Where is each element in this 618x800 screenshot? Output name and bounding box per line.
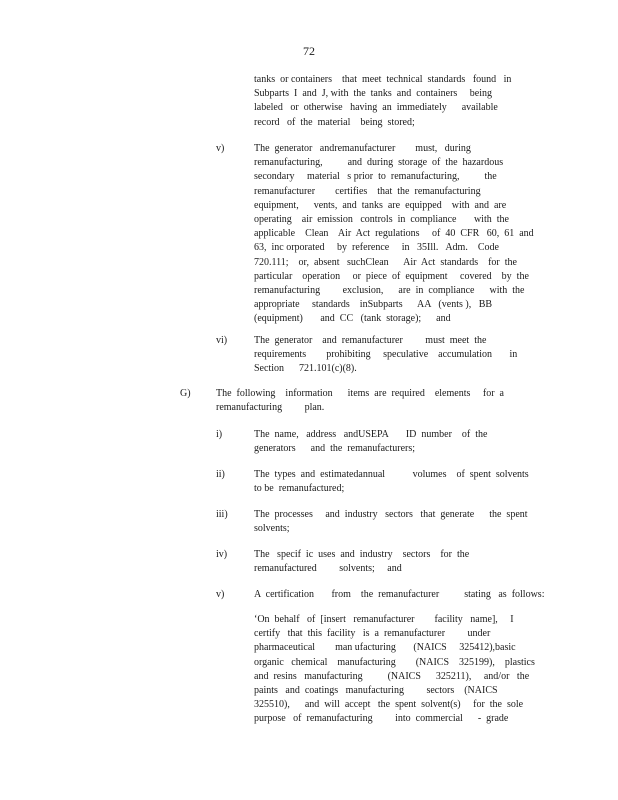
text-line: remanufactured solvents; and bbox=[254, 563, 402, 575]
text-line: The following information items are required elements for a bbox=[216, 388, 504, 399]
text-line: certify that this facility is a remanufacturer under bbox=[254, 628, 491, 640]
continuation-paragraph bbox=[254, 73, 534, 130]
text-line: Section 721.101(c)(8). bbox=[254, 363, 357, 375]
text-line: (equipment) and CC (tank storage); and bbox=[254, 313, 451, 325]
text-line: applicable Clean Air Act regulations of 40 CFR 60, 61 and bbox=[254, 228, 534, 240]
item-vi-paragraph bbox=[254, 334, 534, 377]
text-line: 720.111; or, absent suchClean Air Act standards for the bbox=[254, 256, 517, 268]
text-line: The specif ic uses and industry sectors for the bbox=[254, 549, 470, 560]
text-line: to be remanufactured; bbox=[254, 483, 345, 495]
section-marker: G) bbox=[180, 388, 191, 399]
text-line: labeled or otherwise having an immediately available bbox=[254, 102, 498, 114]
text-line: and resins manufacturing (NAICS 325211), and/or the bbox=[254, 670, 530, 682]
item-g-ii-paragraph bbox=[254, 468, 534, 496]
item-marker: vi) bbox=[216, 335, 228, 346]
text-line: equipment, vents, and tanks are equipped with and are bbox=[254, 199, 507, 211]
text-line: The generator and remanufacturer must meet the bbox=[254, 335, 487, 346]
item-v-paragraph bbox=[254, 142, 534, 327]
text-line: A certification from the remanufacturer stating as follows: bbox=[254, 589, 545, 600]
text-line: requirements prohibiting speculative accumulation in bbox=[254, 349, 518, 361]
item-g-iv-paragraph bbox=[254, 548, 534, 576]
item-marker: v) bbox=[216, 589, 225, 600]
text-line: secondary material s prior to remanufacturing, the bbox=[254, 171, 497, 183]
text-line: organic chemical manufacturing (NAICS 325199), plastics bbox=[254, 656, 535, 668]
text-line: The processes and industry sectors that generate the spent bbox=[254, 509, 528, 520]
item-g-iii-paragraph bbox=[254, 508, 534, 536]
item-g-v-paragraph bbox=[254, 588, 545, 602]
text-line: solvents; bbox=[254, 523, 290, 535]
text-line: tanks or containers that meet technical standards found in bbox=[254, 74, 512, 85]
item-marker: v) bbox=[216, 143, 225, 154]
item-marker: ii) bbox=[216, 469, 225, 480]
text-line: record of the material being stored; bbox=[254, 116, 415, 128]
text-line: paints and coatings manufacturing sectors (NAICS bbox=[254, 685, 498, 697]
text-line: remanufacturing, and during storage of the hazardous bbox=[254, 157, 504, 169]
text-line: remanufacturing exclusion, are in compliance with the bbox=[254, 285, 525, 297]
text-line: generators and the remanufacturers; bbox=[254, 443, 416, 455]
item-g-i-paragraph bbox=[254, 428, 534, 456]
text-line: remanufacturer certifies that the remanufacturing bbox=[254, 185, 481, 197]
text-line: The types and estimatedannual volumes of spent solvents bbox=[254, 469, 529, 480]
text-line: purpose of remanufacturing into commercial - grade bbox=[254, 713, 509, 725]
text-line: 63, inc orporated by reference in 35Ill. Adm. Code bbox=[254, 242, 499, 254]
item-marker: iii) bbox=[216, 509, 228, 520]
text-line: operating air emission controls in compliance with the bbox=[254, 214, 509, 226]
certification-quote bbox=[254, 613, 534, 727]
text-line: Subparts I and J, with the tanks and containers being bbox=[254, 88, 493, 100]
text-line: remanufacturing plan. bbox=[216, 402, 325, 414]
item-marker: iv) bbox=[216, 549, 228, 560]
text-line: ‘On behalf of [insert remanufacturer facility name], I bbox=[254, 614, 514, 625]
text-line: pharmaceutical man ufacturing (NAICS 325412),basic bbox=[254, 642, 516, 654]
page-number: 72 bbox=[303, 44, 315, 58]
text-line: The generator andremanufacturer must, during bbox=[254, 143, 471, 154]
text-line: 325510), and will accept the spent solvent(s) for the sole bbox=[254, 699, 524, 711]
item-g-paragraph bbox=[216, 387, 516, 415]
text-line: appropriate standards inSubparts AA (vents ), BB bbox=[254, 299, 493, 311]
text-line: particular operation or piece of equipment covered by the bbox=[254, 270, 529, 282]
item-marker: i) bbox=[216, 429, 223, 440]
text-line: The name, address andUSEPA ID number of the bbox=[254, 429, 488, 440]
